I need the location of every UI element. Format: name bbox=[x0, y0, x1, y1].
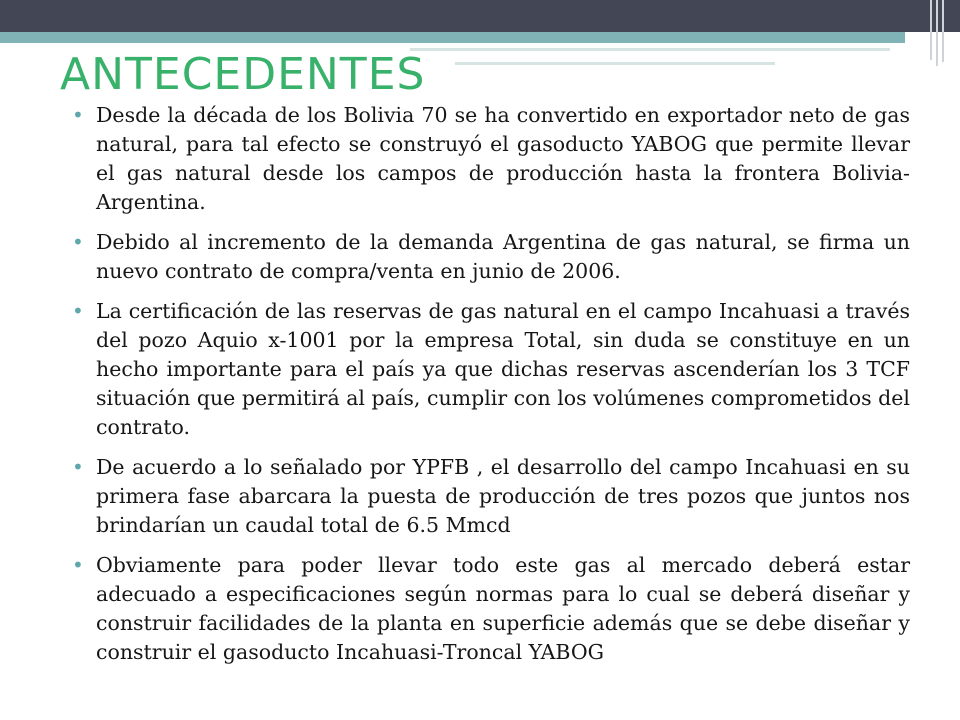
bullet-icon: • bbox=[72, 103, 84, 127]
bullet-item bbox=[68, 453, 910, 540]
bullet-item bbox=[68, 297, 910, 442]
bullet-list bbox=[68, 101, 910, 678]
decorative-line bbox=[410, 48, 890, 51]
bullet-icon: • bbox=[72, 553, 84, 577]
bullet-icon: • bbox=[72, 455, 84, 479]
decorative-vertical-line bbox=[936, 0, 938, 66]
bullet-item bbox=[68, 228, 910, 286]
bullet-text: Debido al incremento de la demanda Argentina de gas natural, se firma un nuevo contrato de compra/venta en junio de 2006. bbox=[96, 230, 910, 283]
bullet-text: La certificación de las reservas de gas natural en el campo Incahuasi a través del pozo Aquio x-1001 por la empresa Total, sin duda se constituye en un hecho importante para el país ya que dichas reservas ascenderían los 3 TCF situación que permitirá al país, cumplir con los volúmenes comprometidos del contrato. bbox=[96, 299, 910, 439]
bullet-item bbox=[68, 551, 910, 667]
decorative-line bbox=[455, 62, 775, 65]
bullet-item bbox=[68, 101, 910, 217]
bullet-text: Obviamente para poder llevar todo este gas al mercado deberá estar adecuado a especificaciones según normas para lo cual se deberá diseñar y construir facilidades de la planta en superficie además que se debe diseñar y construir el gasoducto Incahuasi-Troncal YABOG bbox=[96, 553, 910, 664]
accent-bar bbox=[0, 32, 905, 43]
bullet-icon: • bbox=[72, 299, 84, 323]
bullet-text: De acuerdo a lo señalado por YPFB , el desarrollo del campo Incahuasi en su primera fase abarcara la puesta de producción de tres pozos que juntos nos brindarían un caudal total de 6.5 Mmcd bbox=[96, 455, 910, 537]
bullet-text: Desde la década de los Bolivia 70 se ha convertido en exportador neto de gas natural, para tal efecto se construyó el gasoducto YABOG que permite llevar el gas natural desde los campos de producción hasta la frontera Bolivia-Argentina. bbox=[96, 103, 910, 214]
decorative-vertical-line bbox=[942, 0, 944, 62]
decorative-vertical-line bbox=[930, 0, 932, 60]
slide-title: ANTECEDENTES bbox=[60, 49, 426, 100]
bullet-icon: • bbox=[72, 230, 84, 254]
header-band bbox=[0, 0, 960, 32]
